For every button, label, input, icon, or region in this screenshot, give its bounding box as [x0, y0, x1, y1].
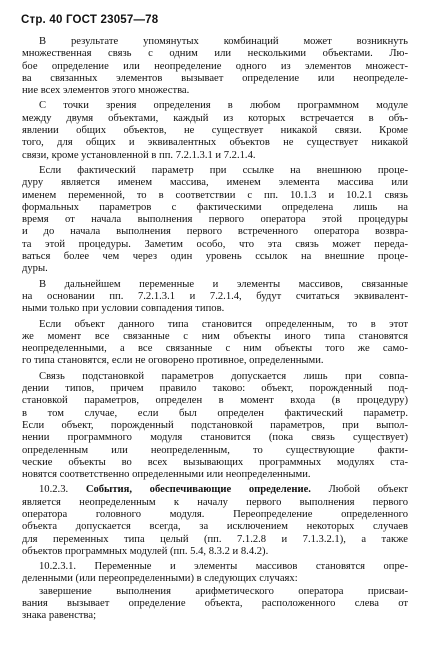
- text-line: Если объект, порожденный подстановкой параметров, при выпол-: [22, 419, 408, 431]
- text-line: же момент все связанные с ним объекты иного типа становятся: [22, 330, 408, 342]
- text-line: ва связанных элементов вызывает определение или неопределе-: [22, 72, 408, 84]
- text-line: ными только при условии совпадения типов.: [22, 303, 225, 315]
- text-line: В дальнейшем переменные и элементы массивов, связанные: [39, 278, 408, 290]
- text-line: завершение выполнения арифметического оператора присваи-: [39, 585, 408, 597]
- text-line: В результате упомянутых комбинаций может возникнуть: [39, 36, 408, 47]
- text-line: объекта допускается всегда, за исключением некоторых случаев: [22, 521, 408, 533]
- text-line: является неопределенным к началу первого выполнения первого: [22, 496, 408, 508]
- page-number: Стр. 40: [21, 14, 63, 26]
- text-line: 10.2.3.1. Переменные и элементы массивов становятся опре-: [39, 561, 408, 573]
- section-heading-line: [22, 484, 408, 496]
- text-line: ческие объекты во всех вызывающих программных модулях ста-: [22, 456, 408, 468]
- text-line: формальных параметров с фактическими определена лишь на: [22, 201, 408, 213]
- section-title: События, обеспечивающие определение.: [85, 484, 311, 496]
- text-line: дении типов, причем правило таково: объект, порожденный под-: [22, 383, 408, 395]
- text-line: деленными (или переопределенными) в следующих случаях:: [22, 573, 298, 585]
- text-line: для переменных типа целый (пп. 7.1.2.8 и 7.1.3.2.1), а также: [22, 533, 408, 545]
- text-line: оператора головного модуля. Переопределение определенного: [22, 508, 408, 520]
- text-line: объектов программных модулей (пп. 5.4, 8.3.2 и 8.4.2).: [22, 545, 269, 557]
- text-line: того, для общих и эквивалентных объектов не существует никакой: [22, 137, 408, 149]
- text-line: Если объект данного типа становится определенным, то в этот: [39, 318, 408, 330]
- standard-code: ГОСТ 23057—78: [65, 14, 159, 26]
- text-line: множественная связь с одним или несколькими объектами. Лю-: [22, 48, 408, 60]
- text-line: дуры.: [22, 263, 48, 275]
- text-line: становкой параметров, определен в момент входа (в процедуру): [22, 395, 408, 407]
- body-text: [22, 36, 408, 623]
- section-text: Любой объект: [328, 484, 408, 496]
- page-header: [21, 14, 158, 26]
- text-line: нении программного модуля становится (пока связь существует): [22, 432, 408, 444]
- text-line: определенным или неопределенным, то существующие факти-: [22, 444, 408, 456]
- text-line: явлении общих объектов, не существует никакой связи. Кроме: [22, 125, 408, 137]
- text-line: новятся соответственно определенными или неопределенными.: [22, 469, 311, 481]
- text-line: бое определение или неопределение одного из элементов множест-: [22, 60, 408, 72]
- section-number: 10.2.3.: [39, 484, 69, 496]
- text-line: ние всех элементов этого множества.: [22, 85, 190, 97]
- text-line: та этой процедуры. Заметим особо, что эта связь может переда-: [22, 238, 408, 250]
- text-line: дуру является именем массива, именем элемента массива или: [22, 177, 408, 189]
- text-line: вания вызывает определение объекта, расположенного слева от: [22, 598, 408, 610]
- text-line: знака равенства;: [22, 610, 97, 622]
- text-line: неопределенными, а все связанные с ним объекты того же само-: [22, 343, 408, 355]
- text-line: ваться более чем через один уровень ссылок на внешние проце-: [22, 251, 408, 263]
- text-line: Если фактический параметр при ссылке на внешнюю проце-: [39, 164, 408, 176]
- text-line: го типа становятся, если не оговорено противное, определенными.: [22, 355, 324, 367]
- text-line: время от начала выполнения первого оператора этой процедуры: [22, 214, 408, 226]
- text-line: в том случае, если был определен фактический параметр.: [22, 407, 408, 419]
- text-line: и до начала выполнения первого встреченного оператора возвра-: [22, 226, 408, 238]
- text-line: именем переменной, то в соответствии с пп. 10.1.3 и 10.2.1 связь: [22, 189, 408, 201]
- text-line: Связь подстановкой параметров допускается лишь при совпа-: [39, 370, 408, 382]
- text-line: связи, кроме установленной в пп. 7.2.1.3.1 и 7.2.1.4.: [22, 149, 256, 161]
- text-line: С точки зрения определения в любом программном модуле: [39, 100, 408, 112]
- text-line: на основании пп. 7.2.1.3.1 и 7.2.1.4, будут считаться эквивалент-: [22, 290, 408, 302]
- text-line: между двумя объектами, каждый из которых встречается в объ-: [22, 112, 408, 124]
